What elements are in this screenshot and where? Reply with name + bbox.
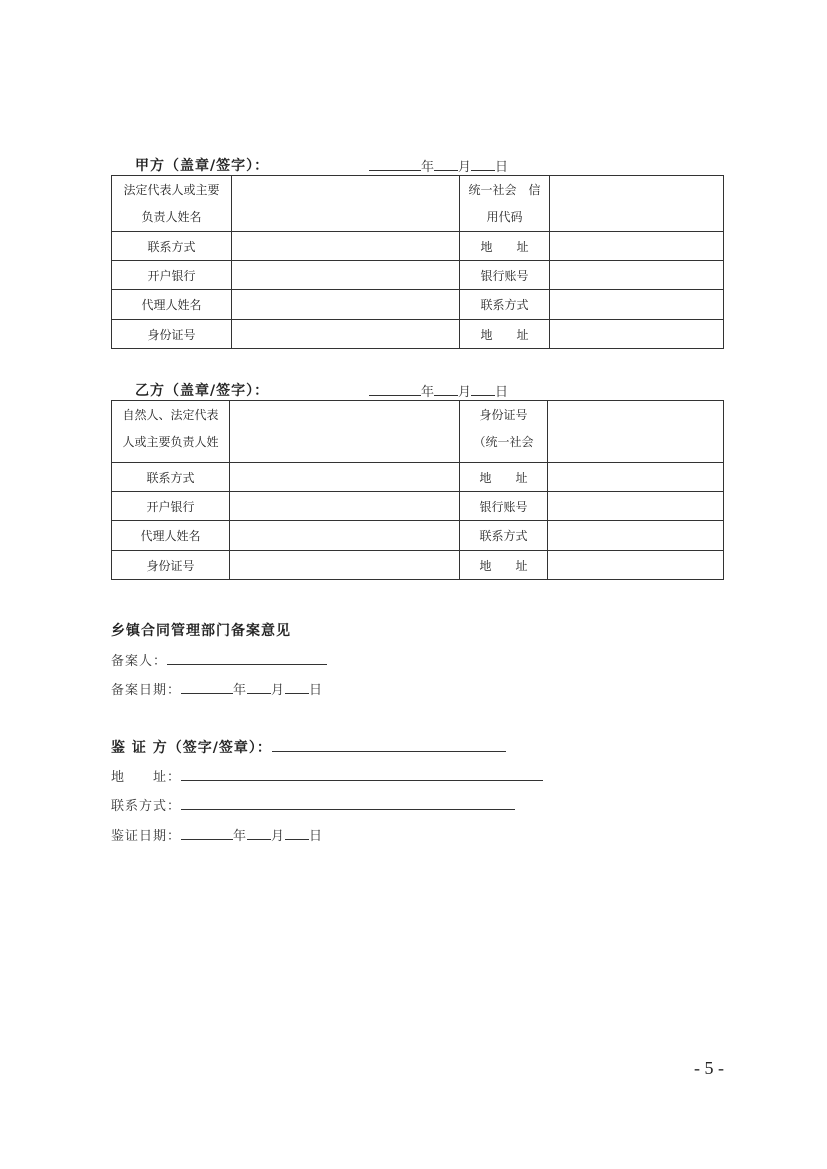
agent-name-field[interactable] — [232, 290, 460, 320]
party-a-date — [369, 156, 508, 175]
year-label: 年 — [233, 829, 248, 844]
filer-label: 备案人： — [111, 654, 168, 669]
id-number-field[interactable] — [230, 551, 460, 580]
id-credit-label: 身份证号 （统一社会 — [460, 401, 548, 463]
table-row — [112, 551, 724, 580]
id-number-field[interactable] — [232, 320, 460, 349]
agent-name-field[interactable] — [230, 521, 460, 551]
day-label: 日 — [309, 829, 324, 844]
account-field[interactable] — [548, 492, 724, 521]
table-row — [112, 232, 724, 261]
filing-title: 乡镇合同管理部门备案意见 — [111, 623, 291, 639]
year-blank[interactable] — [181, 681, 233, 694]
day-label: 日 — [495, 385, 509, 400]
year-label: 年 — [421, 385, 435, 400]
verifier-address-blank[interactable] — [181, 768, 543, 781]
month-blank[interactable] — [247, 681, 271, 694]
bank-label: 开户银行 — [112, 492, 230, 521]
table-row — [112, 290, 724, 320]
table-row — [112, 463, 724, 492]
agent-address-label: 地 址 — [460, 320, 550, 349]
address-field[interactable] — [548, 463, 724, 492]
verification-date-label: 鉴证日期： — [111, 829, 182, 844]
table-row — [112, 521, 724, 551]
account-label: 银行账号 — [460, 261, 550, 290]
month-blank[interactable] — [434, 158, 458, 171]
verifier-contact-label: 联系方式： — [111, 799, 182, 814]
verifier-contact-row — [111, 795, 515, 814]
month-blank[interactable] — [434, 383, 458, 396]
bank-field[interactable] — [232, 261, 460, 290]
agent-name-label: 代理人姓名 — [112, 521, 230, 551]
bank-label: 开户银行 — [112, 261, 232, 290]
day-blank[interactable] — [285, 681, 309, 694]
verifier-row — [111, 737, 506, 757]
id-number-label: 身份证号 — [112, 320, 232, 349]
agent-contact-label: 联系方式 — [460, 521, 548, 551]
year-blank[interactable] — [369, 383, 421, 396]
month-label: 月 — [458, 385, 472, 400]
year-label: 年 — [233, 683, 248, 698]
day-blank[interactable] — [285, 827, 309, 840]
verifier-contact-blank[interactable] — [181, 797, 515, 810]
address-field[interactable] — [550, 232, 724, 261]
year-label: 年 — [421, 160, 435, 175]
agent-contact-field[interactable] — [550, 290, 724, 320]
contact-label: 联系方式 — [112, 463, 230, 492]
verification-date-row — [111, 825, 323, 844]
month-label: 月 — [271, 829, 286, 844]
table-row — [112, 261, 724, 290]
contact-label: 联系方式 — [112, 232, 232, 261]
verifier-address-row — [111, 766, 543, 785]
id-credit-field[interactable] — [548, 401, 724, 463]
filing-date-row — [111, 679, 323, 698]
day-blank[interactable] — [471, 383, 495, 396]
account-label: 银行账号 — [460, 492, 548, 521]
bank-field[interactable] — [230, 492, 460, 521]
table-row — [112, 492, 724, 521]
page-number: - 5 - — [694, 1058, 724, 1078]
agent-address-label: 地 址 — [460, 551, 548, 580]
legal-rep-label: 法定代表人或主要 负责人姓名 — [112, 176, 232, 232]
legal-rep-field[interactable] — [232, 176, 460, 232]
month-label: 月 — [271, 683, 286, 698]
table-row — [112, 320, 724, 349]
party-a-table — [111, 175, 724, 349]
filing-date-label: 备案日期： — [111, 683, 182, 698]
agent-contact-field[interactable] — [548, 521, 724, 551]
day-label: 日 — [309, 683, 324, 698]
contact-field[interactable] — [232, 232, 460, 261]
party-b-date — [369, 381, 508, 400]
filer-blank[interactable] — [167, 652, 327, 665]
agent-address-field[interactable] — [550, 320, 724, 349]
day-label: 日 — [495, 160, 509, 175]
month-blank[interactable] — [247, 827, 271, 840]
address-label: 地 址 — [460, 232, 550, 261]
day-blank[interactable] — [471, 158, 495, 171]
year-blank[interactable] — [181, 827, 233, 840]
natural-person-label: 自然人、法定代表 人或主要负责人姓 — [112, 401, 230, 463]
contact-field[interactable] — [230, 463, 460, 492]
party-a-heading: 甲方（盖章/签字）： — [135, 158, 270, 174]
natural-person-field[interactable] — [230, 401, 460, 463]
year-blank[interactable] — [369, 158, 421, 171]
credit-code-label: 统一社会 信 用代码 — [460, 176, 550, 232]
agent-name-label: 代理人姓名 — [112, 290, 232, 320]
party-b-heading: 乙方（盖章/签字）： — [135, 383, 270, 399]
verifier-blank[interactable] — [272, 739, 506, 752]
table-row — [112, 401, 724, 463]
verifier-title: 鉴 证 方（签字/签章）： — [111, 740, 272, 756]
id-number-label: 身份证号 — [112, 551, 230, 580]
account-field[interactable] — [550, 261, 724, 290]
credit-code-field[interactable] — [550, 176, 724, 232]
address-label: 地 址 — [460, 463, 548, 492]
month-label: 月 — [458, 160, 472, 175]
table-row — [112, 176, 724, 232]
agent-contact-label: 联系方式 — [460, 290, 550, 320]
filer-row — [111, 650, 327, 669]
agent-address-field[interactable] — [548, 551, 724, 580]
party-b-table — [111, 400, 724, 580]
verifier-address-label: 地 址： — [111, 770, 182, 785]
